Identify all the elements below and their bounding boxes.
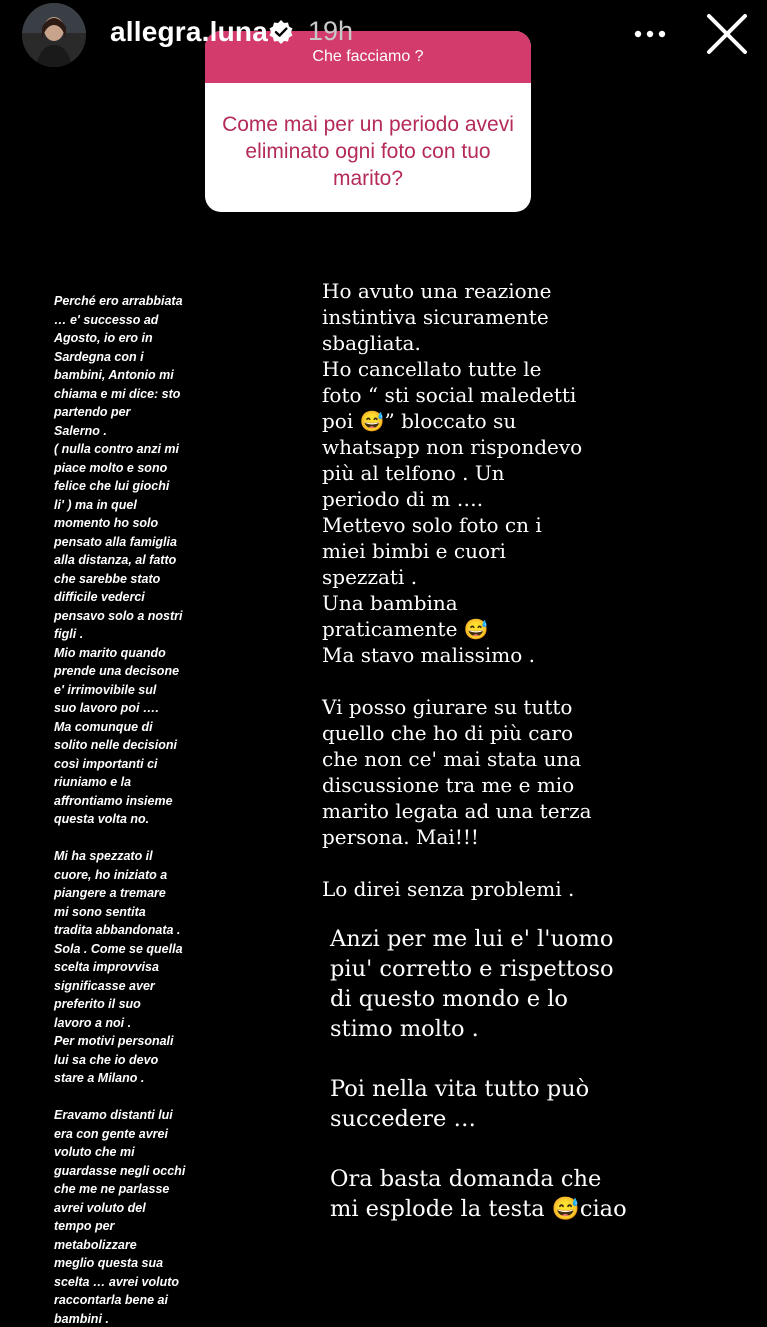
verified-badge-icon xyxy=(268,19,294,45)
more-dots-icon[interactable] xyxy=(632,20,668,48)
username[interactable]: allegra.luna xyxy=(110,16,269,47)
avatar-photo xyxy=(22,3,86,67)
post-time: 19h xyxy=(308,16,354,46)
answer-text-block-1: Ho avuto una reazione instintiva sicuramente sbagliata. Ho cancellato tutte le foto “ sti social maledetti poi 😅” bloccato su whatsapp non rispondevo più al telfono . Un periodo di m …. Mettevo solo foto cn i miei bimbi e cuori spezzati . Una bambina praticamente 😅 Ma stavo malissimo . Vi posso giurare su tutto quello che ho di più caro che non ce' mai stata una discussione tra me e mio marito legata ad una terza persona. Mai!!! Lo direi senza problemi . xyxy=(322,279,592,901)
answer-text-block-2: Anzi per me lui e' l'uomo piu' corretto e rispettoso di questo mondo e lo stimo molto . Poi nella vita tutto può succedere … Ora basta domanda che mi esplode la testa 😅ciao xyxy=(330,926,627,1222)
close-icon[interactable] xyxy=(703,10,751,58)
story-header xyxy=(0,0,767,70)
left-column-text: Perché ero arrabbiata … e' successo ad Agosto, io ero in Sardegna con i bambini, Antonio mi chiama e mi dice: sto partendo per Salerno . ( nulla contro anzi mi piace molto e sono felice che lui giochi li' ) ma in quel momento ho solo pensato alla famiglia alla distanza, al fatto che sarebbe stato difficile vederci pensavo solo a nostri figli . Mio marito quando prende una decisone e' irrimovibile sul suo lavoro poi …. Ma comunque di solito nelle decisioni così importanti ci riuniamo e la affrontiamo insieme questa volta no. Mi ha spezzato il cuore, ho iniziato a piangere a tremare mi sono sentita tradita abbandonata . Sola . Come se quella scelta improvvisa significasse aver preferito il suo lavoro a noi . Per motivi personali lui sa che io devo stare a Milano . Eravamo distanti lui era con gente avrei voluto che mi guardasse negli occhi che me ne parlasse avrei voluto del tempo per metabolizzare meglio questa sua scelta … avrei voluto raccontarla bene ai bambini . xyxy=(54,294,186,1326)
avatar[interactable] xyxy=(22,3,86,67)
question-prompt: Che facciamo ? xyxy=(205,31,531,83)
question-text: Come mai per un periodo avevi eliminato ogni foto con tuo marito? xyxy=(222,113,514,190)
